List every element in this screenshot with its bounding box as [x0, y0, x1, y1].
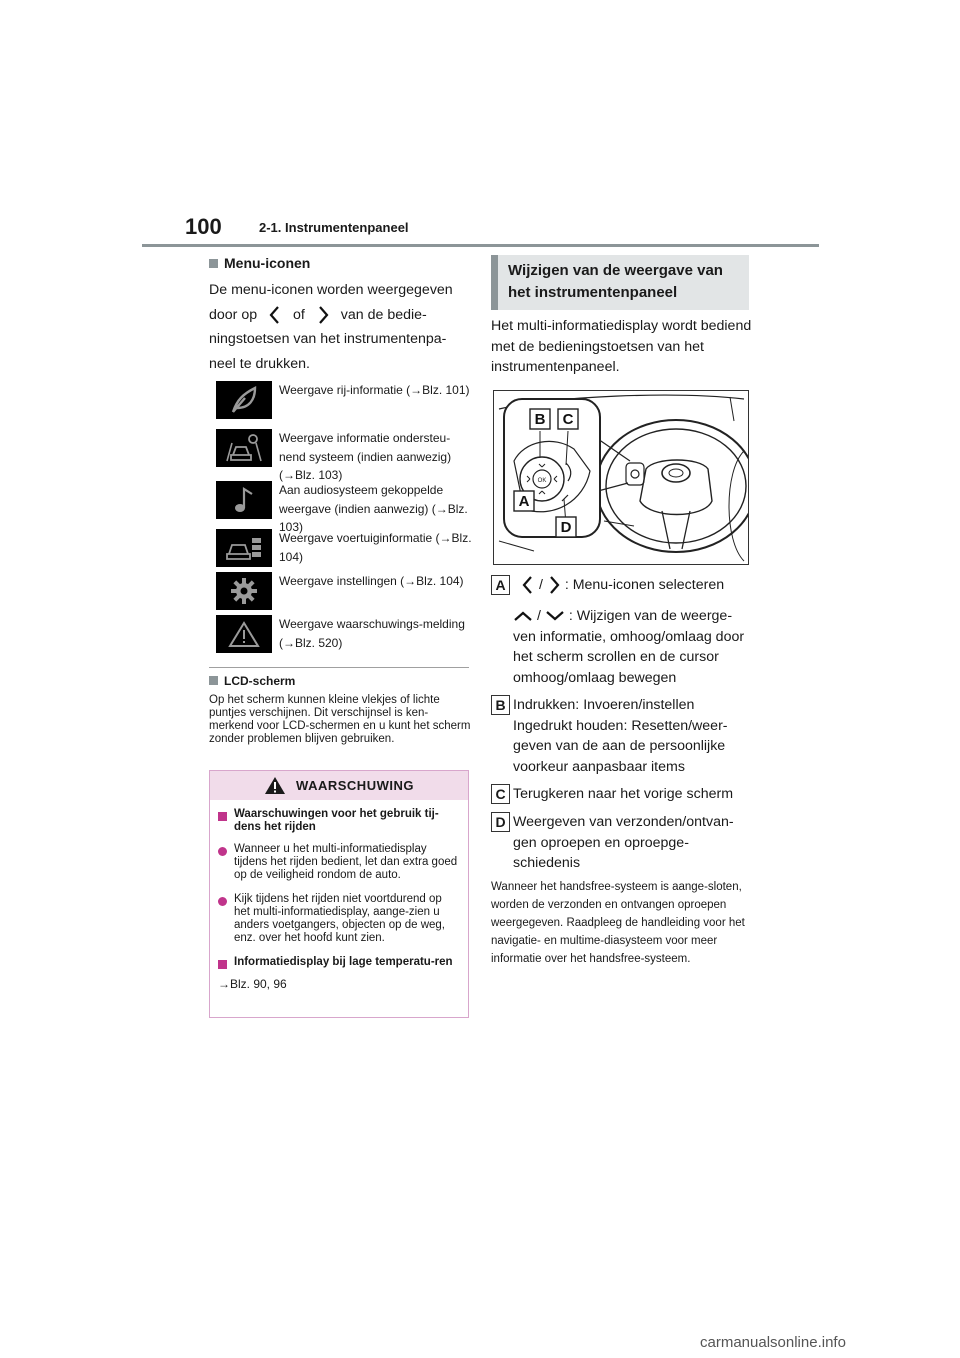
warning-triangle-icon	[216, 615, 272, 653]
chevron-left-icon	[521, 575, 535, 595]
label-c: C	[562, 411, 574, 428]
warning-reference: →Blz. 90, 96	[218, 977, 287, 991]
menu-item-vehicle-info: Weergave voertuiginformatie (→Blz. 104)	[216, 529, 476, 567]
chevron-down-icon	[545, 609, 565, 623]
label-d: D	[560, 519, 572, 536]
warning-box	[209, 770, 469, 1018]
driver-assist-icon	[216, 429, 272, 467]
label-a: A	[518, 493, 530, 510]
vehicle-info-icon	[216, 529, 272, 567]
section-divider	[209, 667, 469, 668]
menu-item-warnings: Weergave waarschuwings-melding (→Blz. 520)	[216, 615, 476, 653]
chevron-right-icon	[313, 304, 333, 326]
ok-label: OK	[537, 478, 547, 484]
badge-a: A	[491, 575, 510, 595]
chevron-left-icon	[265, 304, 285, 326]
label-b: B	[534, 411, 546, 428]
section-title: 2-1. Instrumentenpaneel	[259, 220, 409, 235]
page-number: 100	[185, 214, 222, 239]
chevron-up-icon	[513, 609, 533, 623]
watermark: carmanualsonline.info	[700, 1334, 846, 1351]
lcd-heading: LCD-scherm	[209, 674, 471, 688]
legend-item-c: C Terugkeren naar het vorige scherm	[491, 784, 753, 805]
menu-item-drive-info: Weergave rij-informatie (→Blz. 101)	[216, 381, 476, 419]
warning-header: WAARSCHUWING	[210, 771, 468, 800]
legend-item-b: B Indrukken: Invoeren/instellen Ingedrukt houden: Resetten/weer-geven van de aan de persoonlijke voorkeur aanpasbaar items	[491, 695, 753, 777]
warning-bullet: Kijk tijdens het rijden niet voortdurend op het multi-informatiedisplay, aange-zien u anders voetgangers, objecten op de weg, enz. over het hoofd kunt zien.	[218, 893, 460, 945]
warning-heading-driving: Waarschuwingen voor het gebruik tij-dens het rijden	[218, 808, 460, 834]
leaf-icon	[216, 381, 272, 419]
menu-icons-intro: De menu-iconen worden weergegeven door op of van de bedie-ningstoetsen van het instrumentenpa-neel te drukken.	[209, 282, 453, 372]
chevron-right-icon	[547, 575, 561, 595]
change-display-heading: Wijzigen van de weergave van het instrumentenpaneel	[491, 255, 749, 310]
badge-d: D	[491, 812, 510, 832]
handsfree-note: Wanneer het handsfree-systeem is aange-sloten, worden de verzonden en ontvangen oproepen weergegeven. Raadpleeg de handleiding voor het navigatie- en multime-diasysteem voor meer informatie over het handsfree-systeem.	[491, 881, 745, 965]
badge-c: C	[491, 784, 510, 804]
warning-heading-temperature: Informatiedisplay bij lage temperatu-ren	[218, 956, 460, 969]
legend-item-d: D Weergeven van verzonden/ontvan-gen oproepen en oproepge-schiedenis	[491, 812, 753, 874]
warning-bullet: Wanneer u het multi-informatiedisplay tijdens het rijden bedient, let dan extra goed op de veiligheid rondom de auto.	[218, 843, 460, 882]
change-display-intro: Het multi-informatiedisplay wordt bediend met de bedieningstoetsen van het instrumentenpaneel.	[491, 318, 752, 375]
badge-b: B	[491, 695, 510, 715]
header-divider	[142, 244, 819, 247]
menu-item-settings: Weergave instellingen (→Blz. 104)	[216, 572, 476, 610]
legend-item-a: A / : Menu-iconen selecteren	[491, 575, 753, 596]
menu-icons-heading: Menu-iconen	[209, 255, 471, 271]
legend-item-a-updown: / : Wijzigen van de weerge-ven informatie, omhoog/omlaag door het scherm scrollen en de cursor omhoog/omlaag bewegen	[513, 608, 745, 686]
menu-item-driver-assist: Weergave informatie ondersteu-nend systeem (indien aanwezig) (→Blz. 103)	[216, 429, 476, 485]
steering-wheel-illustration	[493, 390, 749, 565]
gear-icon	[216, 572, 272, 610]
lcd-text: Op het scherm kunnen kleine vlekjes of lichte puntjes verschijnen. Dit verschijnsel is ken-merkend voor LCD-schermen en u kunt het scherm zonder problemen blijven gebruiken.	[209, 694, 471, 745]
warning-triangle-icon	[264, 776, 286, 795]
music-note-icon	[216, 481, 272, 519]
menu-item-audio: Aan audiosysteem gekoppelde weergave (indien aanwezig) (→Blz. 103)	[216, 481, 476, 537]
